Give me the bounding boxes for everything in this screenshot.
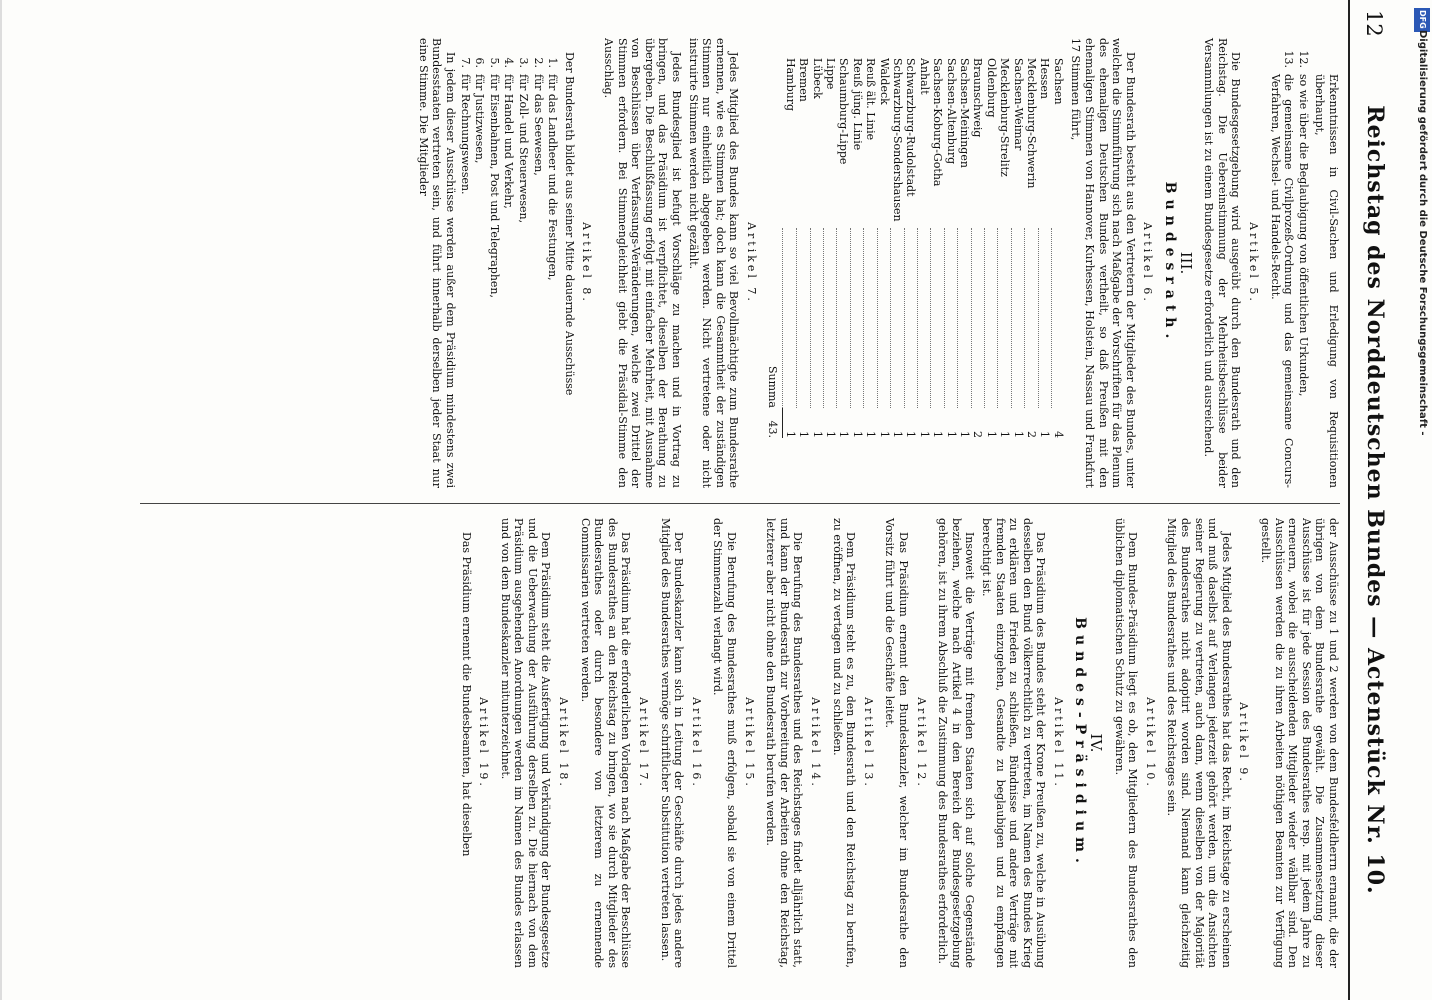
vote-row: [877, 58, 890, 438]
vote-count: 1: [944, 431, 958, 438]
article-heading: Artikel 15.: [742, 697, 756, 789]
committee-number: 6.: [473, 57, 487, 68]
list-number: 12.: [1296, 50, 1310, 68]
leader-dots: [917, 228, 930, 408]
committee-list: [458, 38, 559, 488]
committee-text: für Zoll- und Steuerwesen,: [517, 74, 531, 224]
state-name: Sachsen-Meiningen: [958, 58, 972, 168]
right-column: [130, 518, 1340, 968]
leader-dots: [971, 228, 984, 408]
article-heading: Artikel 8.: [580, 222, 594, 304]
article-text: Der Bundesrath besteht aus den Vertretern der Mitglieder des Bundes, unter welchen die Stimmführung sich nach Maßgabe der Vorschriften für das Plenum des ehemaligen Deutschen Bundes vertheilt, so daß Preußen mit den ehemaligen Stimmen von Hannover, Kurhessen, Holstein, Nassau und Frankfurt 17 Stimmen führt,: [1069, 38, 1137, 488]
article-text: Jedes Bundesglied ist befugt Vorschläge zu machen und in Vortrag zu bringen, und das Präsidium ist verpflichtet, dieselben der Berathung zu übergeben. Die Beschlußfassung erfolgt mit einfacher Mehrheit, mit Ausnahme von Beschlüssen über Verfassungs-Veränderungen, welche zwei Drittel der Stimmen erfordern. Bei Stimmengleichheit giebt die Präsidial-Stimme den Ausschlag.: [602, 38, 683, 488]
leader-dots: [864, 228, 877, 408]
leader-dots: [944, 228, 957, 408]
committee-item: [546, 38, 560, 488]
dfg-logo: [1414, 8, 1430, 32]
vote-count: 1: [998, 431, 1012, 438]
vote-count: 1: [783, 431, 797, 438]
leader-dots: [877, 228, 890, 408]
article-text: Insoweit die Verträge mit fremden Staaten sich auf solche Gegenstände beziehen, welche nach Artikel 4 in den Bereich der Bundesgesetzgebung gehören, ist zu ihrem Abschluß die Zustimmung des Bundesrathes erforderlich.: [936, 518, 977, 968]
committee-text: für Justizwesen,: [473, 74, 487, 164]
committee-number: 7.: [458, 57, 472, 68]
vote-row: [850, 58, 863, 438]
leader-dots: [958, 228, 971, 408]
committee-text: für das Seewesen,: [531, 74, 545, 176]
state-name: Reuß jüng. Linie: [850, 58, 864, 151]
article-heading: Artikel 16.: [689, 697, 703, 789]
vote-count: 1: [904, 431, 918, 438]
leader-dots: [783, 228, 797, 408]
leader-dots: [1052, 228, 1065, 408]
committee-text: für Eisenbahnen, Post und Telegraphen,: [487, 74, 501, 298]
digitization-note-text: Digitalisierung gefördert durch die Deutsche Forschungsgemeinschaft -: [1417, 30, 1428, 436]
vote-count: 1: [891, 431, 905, 438]
vote-row: [891, 58, 904, 438]
list-number: 13.: [1282, 50, 1296, 68]
state-name: Schaumburg-Lippe: [837, 58, 851, 165]
column-divider: [140, 503, 1340, 504]
vote-row: [1011, 58, 1024, 438]
article-text: Die Berufung des Bundesrathes und des Reichstages findet alljährlich statt, und kann der Bundesrath zur Vorbereitung der Arbeiten ohne den Reichstag, letzterer aber nicht ohne den Bundesrath berufen werden.: [764, 518, 805, 968]
list-item: [1268, 38, 1295, 488]
page-header: [1350, 0, 1392, 1000]
committee-number: 4.: [502, 57, 516, 68]
article-heading: Artikel 18.: [557, 697, 571, 789]
vote-count: 1: [797, 431, 811, 438]
vote-count: 1: [984, 431, 998, 438]
article-heading: Artikel 6.: [1141, 222, 1155, 304]
state-name: Lübeck: [810, 58, 824, 99]
leader-dots: [810, 228, 823, 408]
article-heading: Artikel 13.: [861, 697, 875, 789]
left-column: [130, 38, 1340, 488]
intro-paragraph: Erkenntnissen in Civil-Sachen und Erledigung von Requisitionen überhaupt,: [1313, 74, 1340, 488]
article-text: Dem Präsidium steht es zu, den Bundesrath und den Reichstag zu berufen, zu eröffnen, zu vertagen und zu schließen.: [830, 518, 858, 968]
list-text: so wie über die Beglaubigung von öffentlichen Urkunden,: [1296, 74, 1310, 397]
committee-item: [458, 38, 472, 488]
state-name: Schwarzburg-Sondershausen: [891, 58, 905, 222]
vote-row: [984, 58, 997, 438]
leader-dots: [931, 228, 944, 408]
vote-count: 4: [1051, 431, 1065, 438]
committee-item: [473, 38, 487, 488]
state-name: Sachsen-Koburg-Gotha: [931, 58, 945, 187]
vote-count: 1: [958, 431, 972, 438]
leader-dots: [850, 228, 863, 408]
vote-row: [917, 58, 930, 438]
sum-row: [766, 58, 783, 438]
committee-text: für Rechnungswesen.: [458, 74, 472, 195]
vote-row: [824, 58, 837, 438]
votes-table: [766, 58, 1065, 438]
article-heading: Artikel 14.: [809, 697, 822, 789]
article-heading: Artikel 7.: [744, 222, 758, 304]
committee-number: 1.: [546, 57, 560, 68]
vote-row: [1038, 58, 1051, 438]
state-name: Sachsen-Altenburg: [944, 58, 958, 165]
committee-text: für das Landheer und die Festungen,: [546, 74, 560, 281]
article-text: Das Präsidium ernennt den Bundeskanzler, welcher im Bundesrathe den Vorsitz führt und die Geschäfte leitet.: [883, 518, 910, 968]
vote-row: [944, 58, 957, 438]
vote-count: 1: [1038, 431, 1052, 438]
article-text: In jedem dieser Ausschüsse werden außer dem Präsidium mindestens zwei Bundesstaaten vertreten sein, und führt innerhalb derselben jeder Staat nur eine Stimme. Die Mitglieder: [416, 38, 458, 488]
section-number: IV.: [1087, 733, 1106, 753]
leader-dots: [1011, 228, 1024, 408]
running-title: Reichstag des Norddeutschen Bundes — Actenstück Nr. 10.: [1362, 105, 1388, 895]
committee-item: [487, 38, 501, 488]
leader-dots: [998, 228, 1011, 408]
state-name: Braunschweig: [971, 58, 985, 138]
vote-row: [783, 58, 797, 438]
vote-count: 1: [877, 431, 891, 438]
leader-dots: [904, 228, 917, 408]
vote-count: 1: [931, 431, 945, 438]
article-text: Die Berufung des Bundesrathes muß erfolgen, sobald sie von einem Drittel der Stimmenzahl verlangt wird.: [711, 518, 739, 968]
article-heading: Artikel 10.: [1143, 697, 1157, 789]
vote-row: [1025, 58, 1038, 438]
committee-text: für Handel und Verkehr,: [502, 74, 516, 209]
vote-row: [971, 58, 984, 438]
section-title: Bundes-Präsidium.: [1072, 617, 1089, 869]
committee-item: [531, 38, 545, 488]
state-name: Sachsen-Weimar: [1011, 58, 1025, 151]
dfg-logo-text: DFG: [1418, 10, 1427, 29]
committee-item: [516, 38, 530, 488]
article-heading: Artikel 17.: [637, 697, 651, 789]
article-text: Die Bundesgesetzgebung wird ausgeübt durch den Bundesrath und den Reichstag. Die Uebereinstimmung der Mehrheitsbeschlüsse beider Versammlungen ist zu einem Bundesgesetze erforderlich und ausreichend.: [1202, 38, 1243, 488]
header-rule: [1348, 0, 1350, 1000]
section-number: III.: [1176, 251, 1195, 275]
vote-row: [998, 58, 1011, 438]
leader-dots: [984, 228, 997, 408]
section-title: Bundesrath.: [1162, 181, 1179, 345]
vote-row: [797, 58, 810, 438]
state-name: Waldeck: [877, 58, 891, 105]
leader-dots: [797, 228, 810, 408]
vote-count: 1: [837, 431, 851, 438]
leader-dots: [1038, 228, 1051, 408]
committee-number: 3.: [517, 57, 531, 68]
article-text: Jedes Mitglied des Bundesrathes hat das Recht, im Reichstage zu erscheinen und muß daselbst auf Verlangen jederzeit gehört werden, um die Ansichten seiner Regierung zu vertreten, auch dann, wenn dieselben von der Majorität des Bundesrathes nicht adoptirt worden sind. Niemand kann gleichzeitig Mitglied des Bundesrathes und des Reichstages sein.: [1165, 518, 1233, 968]
article-text: Das Präsidium ernennt die Bundesbeamten, hat dieselben: [459, 532, 473, 857]
state-name: Mecklenburg-Schwerin: [1025, 58, 1039, 189]
vote-row: [864, 58, 877, 438]
committee-number: 2.: [531, 57, 545, 68]
article-text: Dem Bundes-Präsidium liegt es ob, den Mitgliedern des Bundesrathes den üblichen diplomatischen Schutz zu gewähren.: [1112, 518, 1140, 968]
vote-row: [837, 58, 850, 438]
intro-paragraph: der Ausschüsse zu 1 und 2 werden von dem Bundesfeldherrn ernannt, die der übrigen von dem Bundesrathe gewählt. Die Zusammensetzung dieser Ausschüsse ist für jede Session des Bundesrathes resp. mit jedem Jahre zu erneuern, wobei die ausscheidenden Mitglieder wieder wählbar sind. Den Ausschüssen werden die zu ihren Arbeiten nöthigen Beamten zur Verfügung gestellt.: [1259, 518, 1340, 968]
vote-row: [958, 58, 971, 438]
article-text: Das Präsidium hat die erforderlichen Vorlagen nach Maßgabe der Beschlüsse des Bundesrathes an den Reichstag zu bringen, wo sie durch Mitglieder des Bundesrathes oder durch besondere von letzterem zu ernennende Commissarien vertreten werden.: [578, 518, 633, 968]
article-heading: Artikel 11.: [1051, 697, 1065, 789]
vote-count: 1: [824, 431, 837, 438]
article-heading: Artikel 19.: [477, 697, 491, 789]
vote-count: 2: [971, 431, 985, 438]
state-name: Schwarzburg-Rudolstadt: [904, 58, 918, 197]
state-name: Hamburg: [783, 58, 797, 112]
article-text: Das Präsidium des Bundes steht der Krone Preußen zu, welche in Ausübung desselben den Bund völkerrechtlich zu vertreten, im Namen des Bundes Krieg zu erklären und Frieden zu schließen, Bündnisse und andere Verträge mit fremden Staaten einzugehen, Gesandte zu beglaubigen und zu empfangen berechtigt ist.: [979, 518, 1048, 968]
state-name: Anhalt: [917, 58, 931, 95]
vote-count: 1: [1011, 431, 1025, 438]
article-heading: Artikel 12.: [914, 697, 928, 789]
vote-row: [931, 58, 944, 438]
state-name: Oldenburg: [984, 58, 998, 118]
article-heading: Artikel 9.: [1237, 702, 1251, 784]
digitization-note: [1412, 30, 1432, 690]
vote-count: 1: [850, 431, 864, 438]
article-heading: Artikel 5.: [1247, 222, 1261, 304]
vote-count: 1: [917, 431, 931, 438]
list-item: [1296, 38, 1310, 488]
committee-item: [502, 38, 516, 488]
article-text: Der Bundeskanzler kann sich in Leitung der Geschäfte durch jedes andere Mitglied des Bundesrathes vermöge schriftlicher Substitution vertreten lassen.: [658, 518, 686, 968]
sum-value: 43.: [766, 408, 783, 438]
vote-row: [810, 58, 823, 438]
article-text: Jedes Mitglied des Bundes kann so viel Bevollmächtigte zum Bundesrathe ernennen, wie es Stimmen hat; doch kann die Gesammtheit der zuständigen Stimmen nur einheitlich abgegeben werden. Nicht vertretene oder nicht instruirte Stimmen werden nicht gezählt.: [686, 38, 741, 488]
vote-row: [1052, 58, 1065, 438]
list-text: die gemeinsame Civilprozeß-Ordnung und das gemeinsame Concurs-Verfahren, Wechsel- und Handels-Recht.: [1268, 74, 1296, 488]
vote-count: 1: [864, 431, 878, 438]
votes-table-body: [766, 58, 1065, 438]
vote-count: 1: [810, 431, 824, 438]
page-number: 12: [1362, 10, 1386, 37]
leader-dots: [824, 228, 837, 408]
state-name: Mecklenburg-Strelitz: [998, 58, 1012, 177]
state-name: Reuß ält. Linie: [864, 58, 878, 141]
committee-number: 5.: [487, 57, 501, 68]
vote-count: 2: [1025, 431, 1039, 438]
article-text: Dem Präsidium steht die Ausfertigung und Verkündigung der Bundesgesetze und die Ueberwachung der Ausführung derselben zu. Die hiernach von dem Präsidium ausgehenden Anordnungen werden im Namen des Bundes erlassen und von dem Bundeskanzler mitunterzeichnet.: [498, 518, 553, 968]
leader-dots: [1025, 228, 1038, 408]
state-name: Lippe: [824, 58, 837, 90]
sum-label: Summa: [766, 365, 780, 408]
state-name: Bremen: [797, 58, 811, 102]
state-name: Hessen: [1038, 58, 1052, 99]
state-name: Sachsen: [1051, 58, 1065, 105]
article-text: Der Bundesrath bildet aus seiner Mitte dauernde Ausschüsse: [562, 52, 576, 396]
leader-dots: [837, 228, 850, 408]
vote-row: [904, 58, 917, 438]
leader-dots: [891, 228, 904, 408]
